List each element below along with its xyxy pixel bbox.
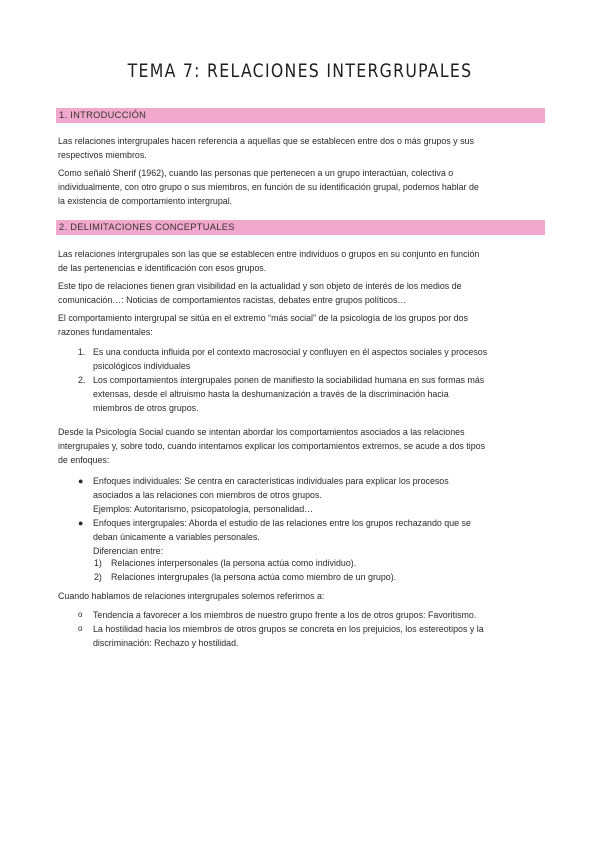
text-line: Las relaciones intergrupales son las que se establecen entre individuos o grupos en su conjunto en función: [58, 249, 480, 259]
text-line: Las relaciones intergrupales hacen referencia a aquellas que se establecen entre dos o más grupos y sus: [58, 136, 474, 146]
item-number: 2): [94, 572, 102, 582]
text-line: Es una conducta influida por el contexto macrosocial y confluyen en él aspectos sociales y procesos: [93, 347, 488, 357]
text-line: extensas, desde el altruismo hasta la deshumanización a través de la discriminación hacia: [93, 389, 449, 400]
text-line: Este tipo de relaciones tienen gran visibilidad en la actualidad y son objeto de interés de los medios de: [58, 281, 462, 291]
text-line: Los comportamientos intergrupales ponen de manifiesto la sociabilidad humana en sus formas más: [93, 375, 485, 385]
text-line: Cuando hablamos de relaciones intergrupales solemos referirnos a:: [58, 591, 325, 601]
text-line: Relaciones intergrupales (la persona actúa como miembro de un grupo).: [111, 572, 397, 582]
item-number: 2.: [78, 375, 86, 385]
section-heading-delimitaciones: 2. DELIMITACIONES CONCEPTUALES: [56, 220, 545, 235]
text-line: Relaciones interpersonales (la persona actúa como individuo).: [111, 558, 357, 568]
circle-bullet-icon: o: [78, 624, 83, 633]
text-line: intergrupales y, sobre todo, cuando intentamos explicar los comportamientos extremos, se acude a dos tipos: [58, 441, 486, 452]
text-line: Tendencia a favorecer a los miembros de nuestro grupo frente a los de otros grupos: Favoritismo.: [93, 610, 477, 620]
text-line: deban únicamente a variables personales.: [93, 532, 260, 543]
paragraph: [58, 589, 546, 603]
paragraph: [58, 166, 546, 209]
text-line: Diferencian entre:: [93, 546, 164, 557]
text-line: Como señaló Sherif (1962), cuando las personas que pertenecen a un grupo interactúan, colectiva o: [58, 168, 454, 178]
circle-bullet-icon: o: [78, 610, 83, 619]
item-number: 1.: [78, 347, 86, 357]
paragraph: [58, 279, 546, 307]
text-line: discriminación: Rechazo y hostilidad.: [93, 638, 239, 649]
text-line: La hostilidad hacia los miembros de otros grupos se concreta en los prejuicios, los estereotipos y la: [93, 624, 484, 634]
text-line: respectivos miembros.: [58, 150, 147, 161]
bullet-icon: ●: [78, 476, 84, 486]
paragraph: [58, 425, 546, 468]
text-line: comunicación…: Noticias de comportamientos racistas, debates entre grupos políticos…: [58, 295, 407, 306]
text-line: psicológicos individuales: [93, 361, 191, 372]
paragraph: [58, 311, 546, 339]
paragraph: [58, 247, 546, 275]
text-line: razones fundamentales:: [58, 327, 153, 338]
text-line: Enfoques individuales: Se centra en características individuales para explicar los procesos: [93, 476, 449, 486]
text-line: asociados a las relaciones con miembros de otros grupos.: [93, 490, 322, 501]
text-line: de enfoques:: [58, 455, 110, 466]
item-number: 1): [94, 558, 102, 568]
section-heading-introduccion: 1. INTRODUCCIÓN: [56, 108, 545, 123]
text-line: la existencia de comportamiento intergrupal.: [58, 196, 233, 207]
text-line: El comportamiento intergrupal se sitúa en el extremo “más social” de la psicología de los grupos por dos: [58, 313, 468, 323]
text-line: Enfoques intergrupales: Aborda el estudio de las relaciones entre los grupos rechazando que se: [93, 518, 471, 528]
text-line: Desde la Psicología Social cuando se intentan abordar los comportamientos asociados a las relaciones: [58, 427, 465, 437]
paragraph: [58, 134, 546, 162]
bullet-icon: ●: [78, 518, 84, 528]
text-line: de las pertenencias e identificación con esos grupos.: [58, 263, 267, 274]
text-line: individualmente, con otro grupo o sus miembros, en función de su identificación grupal, podemos hablar de: [58, 182, 479, 193]
page-title: TEMA 7: RELACIONES INTERGRUPALES: [127, 60, 473, 82]
text-line: miembros de otros grupos.: [93, 403, 199, 414]
text-line: Ejemplos: Autoritarismo, psicopatología, personalidad…: [93, 504, 314, 515]
